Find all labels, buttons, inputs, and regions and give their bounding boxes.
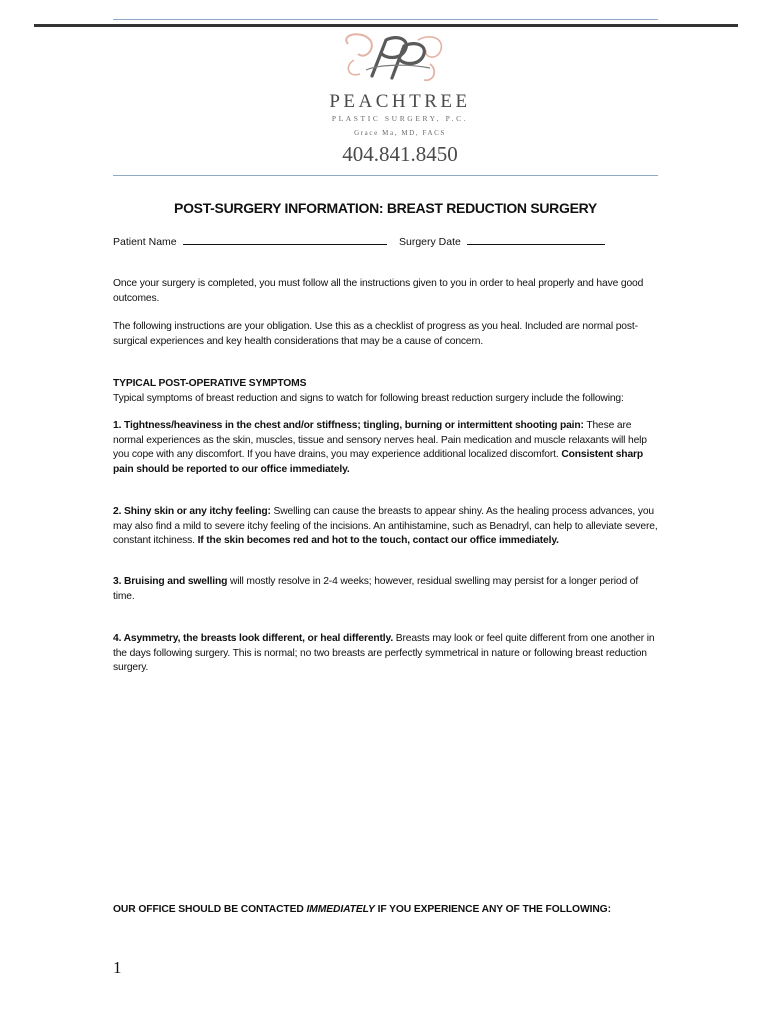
item2-heading: 2. Shiny skin or any itchy feeling: xyxy=(113,506,271,517)
symptom-item-3 xyxy=(113,575,661,604)
item1-text: These are normal experiences as the skin, muscles, tissue and sensory nerves heal. Pain medication and muscle relaxants will help you cope with any discomfort. If you have drains, you may experience additional localized discomfort. xyxy=(113,420,647,460)
item1-heading: 1. Tightness/heaviness in the chest and/or stiffness; tingling, burning or intermittent shooting pain: xyxy=(113,420,584,431)
patient-name-blank[interactable] xyxy=(183,235,387,245)
contact-note-emphasis: IMMEDIATELY xyxy=(306,904,375,915)
logo-practice-name: PEACHTREE xyxy=(329,91,471,112)
item4-text: Breasts may look or feel quite different from one another in the days following surgery. This is normal; no two breasts are perfectly symmetrical in nature or following breast reduction surgery. xyxy=(113,633,655,673)
surgery-date-blank[interactable] xyxy=(467,235,605,245)
intro-paragraph-1: Once your surgery is completed, you must follow all the instructions given to you in order to heal properly and have good outcomes. xyxy=(113,278,644,304)
item2-text: Swelling can cause the breasts to appear shiny. As the healing process advances, you may also find a mild to severe itchy feeling of the incisions. An antihistamine, such as Benadryl, can help to alleviate severe, constant itchiness. xyxy=(113,506,658,546)
symptom-item-4 xyxy=(113,632,661,676)
symptom-item-2 xyxy=(113,505,661,549)
header-top-rule xyxy=(113,19,658,20)
logo-doctor-name: Grace Ma, MD, FACS xyxy=(354,129,446,137)
symptoms-section xyxy=(113,377,661,406)
surgery-date-label: Surgery Date xyxy=(399,236,461,248)
contact-note-start: OUR OFFICE SHOULD BE CONTACTED xyxy=(113,904,307,915)
header-bottom-rule xyxy=(113,175,658,176)
section-intro: Typical symptoms of breast reduction and signs to watch for following breast reduction surgery include the following: xyxy=(113,392,624,404)
patient-name-field[interactable] xyxy=(113,235,387,248)
item2-warning: If the skin becomes red and hot to the touch, contact our office immediately. xyxy=(197,535,559,546)
logo-subtitle: PLASTIC SURGERY, P.C. xyxy=(331,114,469,123)
item3-heading: 3. Bruising and swelling xyxy=(113,576,228,587)
practice-logo xyxy=(300,30,500,170)
contact-office-note xyxy=(113,904,611,915)
practice-phone: 404.841.8450 xyxy=(342,142,458,166)
header-thick-rule xyxy=(34,24,738,27)
symptom-item-1 xyxy=(113,419,661,477)
contact-note-end: IF YOU EXPERIENCE ANY OF THE FOLLOWING: xyxy=(374,904,611,915)
item1-warning: Consistent sharp pain should be reported to our office immediately. xyxy=(113,449,644,475)
section-heading: TYPICAL POST-OPERATIVE SYMPTOMS xyxy=(113,378,307,389)
surgery-date-field[interactable] xyxy=(399,235,605,248)
item3-text: will mostly resolve in 2-4 weeks; however, residual swelling may persist for a longer period of time. xyxy=(113,576,639,602)
patient-name-label: Patient Name xyxy=(113,236,177,248)
page-number: 1 xyxy=(113,958,122,977)
intro-paragraph-2: The following instructions are your obligation. Use this as a checklist of progress as you heal. Included are normal post-surgical experiences and key health considerations that may be a cause of concern. xyxy=(113,321,638,347)
document-title: POST-SURGERY INFORMATION: BREAST REDUCTION SURGERY xyxy=(174,200,597,216)
item4-heading: 4. Asymmetry, the breasts look different, or heal differently. xyxy=(113,633,394,644)
monogram-logo-icon xyxy=(300,30,500,90)
